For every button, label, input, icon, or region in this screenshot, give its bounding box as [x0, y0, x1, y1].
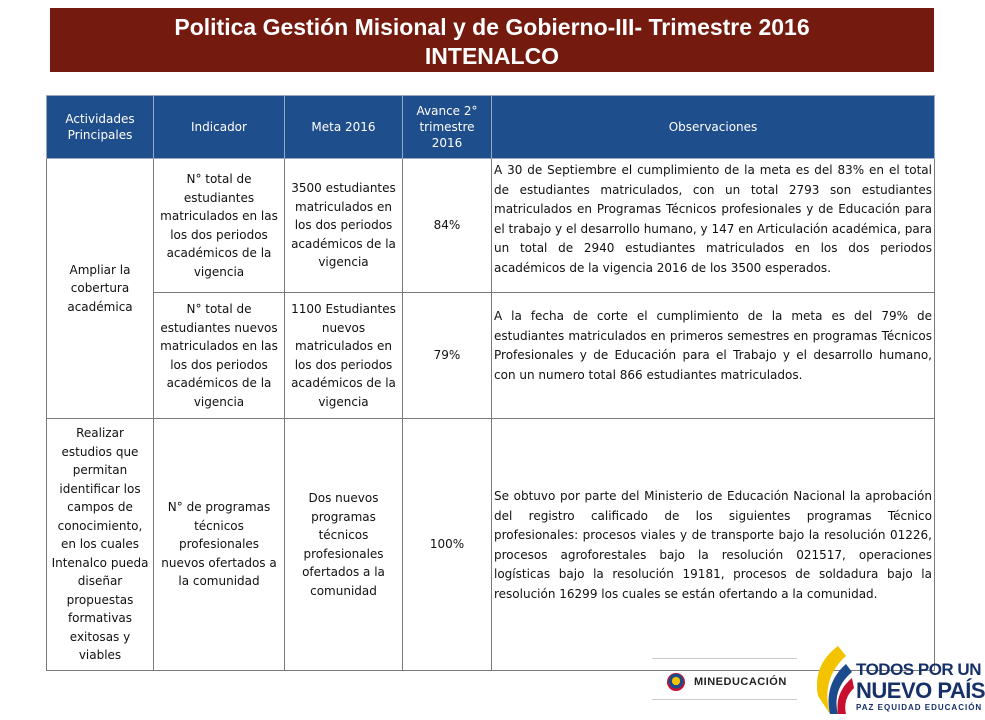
- indicador-cell: N° total de estudiantes nuevos matriculados en las los dos periodos académicos de la vigencia: [154, 293, 285, 419]
- page-title: Politica Gestión Misional y de Gobierno-III- Trimestre 2016: [174, 14, 810, 40]
- observaciones-cell: A 30 de Septiembre el cumplimiento de la meta es del 83% en el total de estudiantes matriculados, con un total 2793 son estudiantes matriculados en Programas Técnicos profesionales y de Educación para el trabajo y el desarrollo humano, y 147 en Articulación académica, para un total de 2940 estudiantes matriculados en los dos periodos académicos de la vigencia 2016 de los 3500 esperados.: [492, 159, 935, 293]
- page-subtitle: INTENALCO: [424, 43, 560, 69]
- footer-logos: [650, 650, 985, 718]
- slogan-line3: PAZ EQUIDAD EDUCACIÓN: [856, 703, 983, 712]
- observaciones-cell: A la fecha de corte el cumplimiento de la meta es del 79% de estudiantes matriculados en primeros semestres en programas Técnicos Profesionales y de Educación para el Trabajo y el desarrollo humano, con un numero total 866 estudiantes matriculados.: [492, 293, 935, 419]
- mineducacion-logo: [652, 658, 797, 700]
- title-banner: [50, 8, 934, 72]
- column-header-indicador: Indicador: [154, 96, 285, 159]
- slogan-line1: TODOS POR UN: [856, 660, 981, 679]
- meta-cell: Dos nuevos programas técnicos profesionales ofertados a la comunidad: [285, 419, 403, 671]
- escudo-colombia-icon: [667, 673, 685, 691]
- indicador-cell: N° de programas técnicos profesionales nuevos ofertados a la comunidad: [154, 419, 285, 671]
- table-row: [47, 419, 935, 671]
- table-row: [47, 293, 935, 419]
- observaciones-cell: Se obtuvo por parte del Ministerio de Educación Nacional la aprobación del registro calificado de los siguientes programas Técnico profesionales: procesos viales y de transporte bajo la resolución 01226, procesos agroforestales bajo la resolución 021517, operaciones logísticas bajo la resolución 19181, procesos de soldadura bajo la resolución 16299 los cuales se están ofertando a la comunidad.: [492, 419, 935, 671]
- table-row: [47, 159, 935, 293]
- column-header-observaciones: Observaciones: [492, 96, 935, 159]
- column-header-meta: Meta 2016: [285, 96, 403, 159]
- column-header-actividades: Actividades Principales: [47, 96, 154, 159]
- actividad-cell: Realizar estudios que permitan identificar los campos de conocimiento, en los cuales Intenalco pueda diseñar propuestas formativas exitosas y viables: [47, 419, 154, 671]
- flag-colors-icon: [808, 644, 856, 716]
- table-header-row: [47, 96, 935, 159]
- meta-cell: 1100 Estudiantes nuevos matriculados en los dos periodos académicos de la vigencia: [285, 293, 403, 419]
- mineducacion-label: MINEDUCACIÓN: [694, 676, 787, 688]
- avance-cell: 84%: [403, 159, 492, 293]
- slogan-line2: NUEVO PAÍS: [856, 678, 985, 703]
- avance-cell: 100%: [403, 419, 492, 671]
- meta-cell: 3500 estudiantes matriculados en los dos periodos académicos de la vigencia: [285, 159, 403, 293]
- avance-cell: 79%: [403, 293, 492, 419]
- activities-table: [46, 95, 935, 671]
- indicador-cell: N° total de estudiantes matriculados en las los dos periodos académicos de la vigencia: [154, 159, 285, 293]
- column-header-avance: Avance 2° trimestre 2016: [403, 96, 492, 159]
- actividad-cell: Ampliar la cobertura académica: [47, 159, 154, 419]
